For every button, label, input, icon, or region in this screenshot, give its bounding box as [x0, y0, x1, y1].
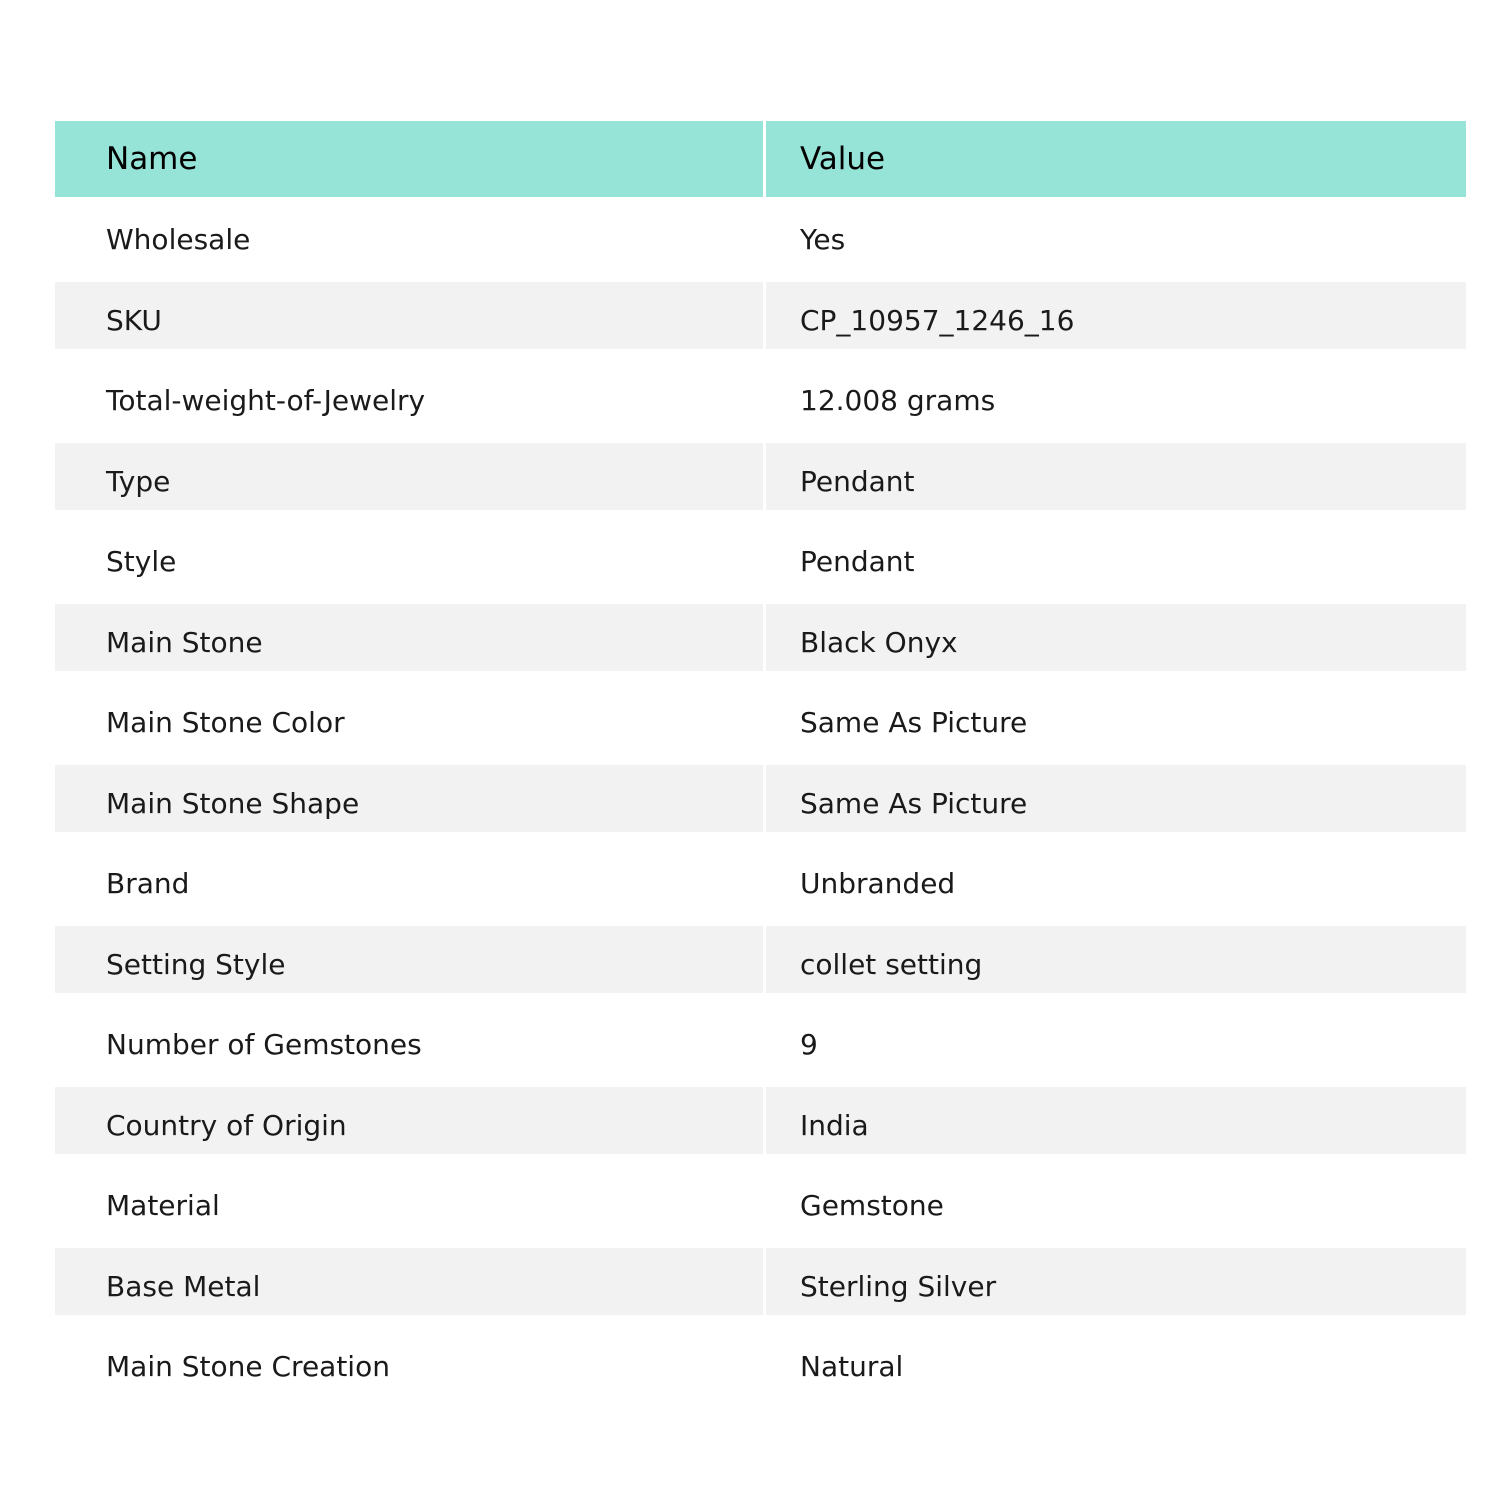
table-row [55, 1248, 1466, 1324]
row-value-cell: Natural [800, 1350, 904, 1383]
row-value-cell: Pendant [766, 443, 1466, 519]
row-name-cell: Brand [55, 841, 766, 926]
row-name-cell: Main Stone Creation [55, 1324, 766, 1409]
table-body [55, 197, 1466, 1409]
row-value-cell: Pendant [800, 545, 915, 578]
table-row [55, 926, 1466, 1002]
row-name-cell: Main Stone [55, 604, 766, 680]
table-header-row [55, 121, 1466, 197]
column-header-name: Name [55, 121, 766, 197]
table-row [55, 1002, 1466, 1087]
row-name-cell: Material [55, 1163, 766, 1248]
table-row [55, 841, 1466, 926]
row-name-cell: Total-weight-of-Jewelry [55, 358, 766, 443]
table-row [55, 680, 1466, 765]
row-name-cell: Setting Style [55, 926, 766, 1002]
table-row [55, 765, 1466, 841]
row-value-cell: Sterling Silver [766, 1248, 1466, 1324]
table-row [55, 1087, 1466, 1163]
table-row [55, 519, 1466, 604]
row-name-cell: Main Stone Shape [55, 765, 766, 841]
row-value-cell: CP_10957_1246_16 [766, 282, 1466, 358]
row-name-cell: Wholesale [55, 197, 766, 282]
table-header [55, 121, 1466, 197]
table-row [55, 282, 1466, 358]
row-value-cell: Same As Picture [800, 706, 1028, 739]
row-name-cell: Main Stone Color [55, 680, 766, 765]
column-header-value: Value [766, 121, 1466, 197]
row-value-cell: collet setting [766, 926, 1466, 1002]
product-specifications-table [55, 121, 1466, 1409]
row-value-cell: Same As Picture [766, 765, 1466, 841]
row-value-cell: Gemstone [800, 1189, 944, 1222]
row-name-cell: Base Metal [55, 1248, 766, 1324]
row-name-cell: Style [55, 519, 766, 604]
row-value-cell: Unbranded [800, 867, 956, 900]
row-value-cell: 9 [800, 1028, 818, 1061]
table-row [55, 358, 1466, 443]
table-row [55, 197, 1466, 282]
row-value-cell: Black Onyx [766, 604, 1466, 680]
table-row [55, 1324, 1466, 1409]
row-name-cell: SKU [55, 282, 766, 358]
table-row [55, 604, 1466, 680]
table-row [55, 443, 1466, 519]
row-name-cell: Number of Gemstones [55, 1002, 766, 1087]
row-value-cell: 12.008 grams [800, 384, 996, 417]
row-name-cell: Type [55, 443, 766, 519]
table-row [55, 1163, 1466, 1248]
row-name-cell: Country of Origin [55, 1087, 766, 1163]
row-value-cell: Yes [800, 223, 846, 256]
row-value-cell: India [766, 1087, 1466, 1163]
